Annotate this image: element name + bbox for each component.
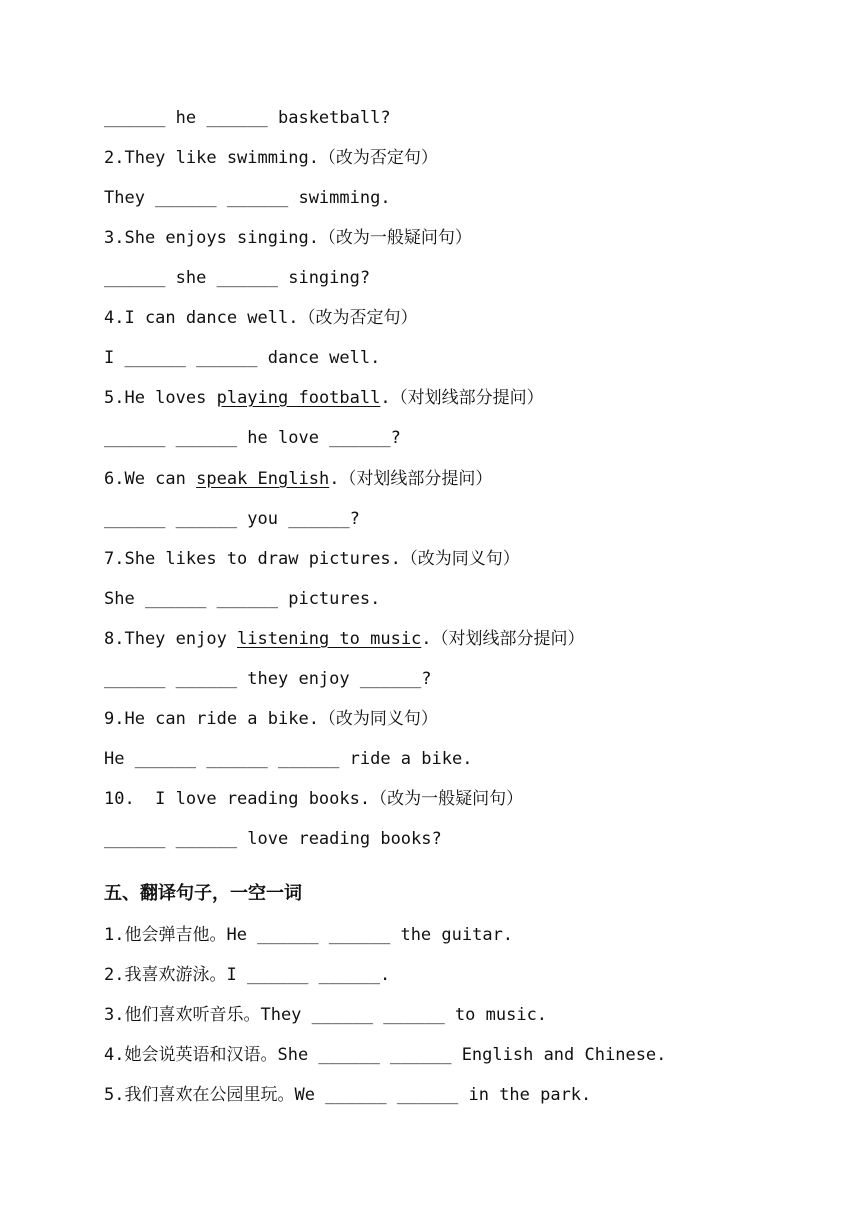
- answer-line-7: She ______ ______ pictures.: [104, 589, 381, 609]
- question-7: 7.She likes to draw pictures.（改为同义句）: [104, 549, 520, 569]
- question-6-post: .（对划线部分提问）: [329, 469, 493, 489]
- translation-item-5: 5.我们喜欢在公园里玩。We ______ ______ in the park.: [104, 1085, 592, 1105]
- translation-item-1: 1.他会弹吉他。He ______ ______ the guitar.: [104, 925, 514, 945]
- question-4: 4.I can dance well.（改为否定句）: [104, 308, 418, 328]
- question-10: 10. I love reading books.（改为一般疑问句）: [104, 789, 524, 809]
- answer-line-10: ______ ______ love reading books?: [104, 829, 442, 849]
- answer-line-8: ______ ______ they enjoy ______?: [104, 669, 432, 689]
- question-5-underlined: playing football: [216, 388, 381, 408]
- question-6: [104, 466, 492, 492]
- question-9: 9.He can ride a bike.（改为同义句）: [104, 709, 438, 729]
- translation-item-4: 4.她会说英语和汉语。She ______ ______ English and Chinese.: [104, 1045, 667, 1065]
- question-3: 3.She enjoys singing.（改为一般疑问句）: [104, 228, 472, 248]
- question-5-post: .（对划线部分提问）: [380, 388, 544, 408]
- answer-line-2: They ______ ______ swimming.: [104, 188, 391, 208]
- question-8: [104, 626, 585, 652]
- translation-item-3: 3.他们喜欢听音乐。They ______ ______ to music.: [104, 1005, 548, 1025]
- answer-line-5: ______ ______ he love ______?: [104, 428, 401, 448]
- answer-line-6: ______ ______ you ______?: [104, 509, 360, 529]
- answer-line-4: I ______ ______ dance well.: [104, 348, 381, 368]
- translation-item-2: 2.我喜欢游泳。I ______ ______.: [104, 965, 391, 985]
- question-5: [104, 385, 544, 411]
- answer-line-1: ______ he ______ basketball?: [104, 108, 391, 128]
- question-8-pre: 8.They enjoy: [104, 629, 238, 649]
- question-2: 2.They like swimming.（改为否定句）: [104, 148, 438, 168]
- question-6-pre: 6.We can: [104, 469, 197, 489]
- answer-line-3: ______ she ______ singing?: [104, 268, 371, 288]
- question-8-post: .（对划线部分提问）: [421, 629, 585, 649]
- section-5-heading: 五、翻译句子，一空一词: [104, 883, 302, 904]
- question-8-underlined: listening to music: [237, 629, 422, 649]
- question-6-underlined: speak English: [196, 469, 330, 489]
- question-5-pre: 5.He loves: [104, 388, 217, 408]
- answer-line-9: He ______ ______ ______ ride a bike.: [104, 749, 473, 769]
